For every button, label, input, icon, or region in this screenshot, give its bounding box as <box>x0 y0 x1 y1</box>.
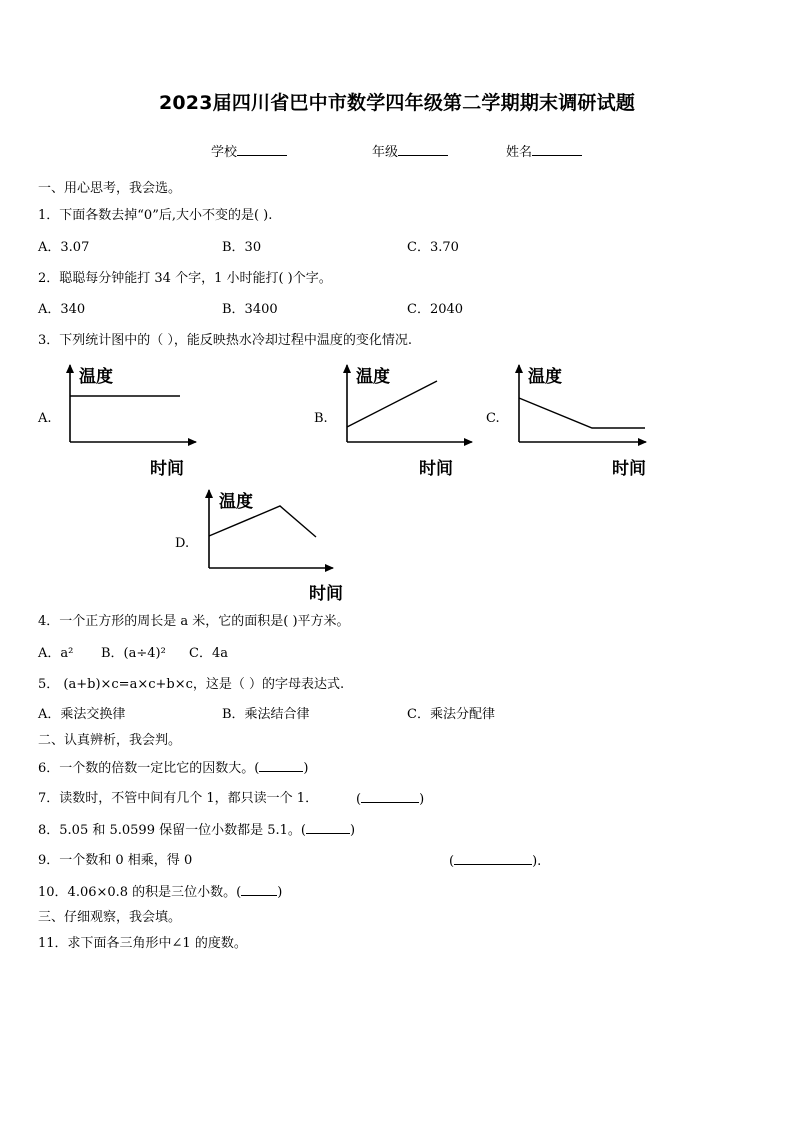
q9-close: ). <box>532 854 542 869</box>
graph-b-xlabel: 时间 <box>419 459 453 479</box>
q3-option-b-label[interactable]: B. <box>314 411 328 426</box>
section3-heading: 三、仔细观察，我会填。 <box>38 910 182 925</box>
q2-stem: 2．聪聪每分钟能打 34 个字，1 小时能打( )个字。 <box>38 271 332 286</box>
q2-option-a[interactable]: A．340 <box>38 302 86 317</box>
q10 <box>38 883 282 902</box>
graph-d-ylabel: 温度 <box>219 492 253 512</box>
graph-c <box>519 365 646 479</box>
graph-b <box>347 365 472 479</box>
q2-option-c[interactable]: C．2040 <box>407 302 464 317</box>
q4-option-a[interactable]: A．a² <box>38 646 74 661</box>
graph-c-xlabel: 时间 <box>612 459 646 479</box>
school-label: 学校 <box>211 145 238 160</box>
q9-answer-blank[interactable] <box>454 852 532 865</box>
graph-b-line <box>347 381 437 427</box>
q7-answer <box>356 790 424 809</box>
q9-stem: 9．一个数和 0 相乘，得 0 <box>38 853 193 868</box>
q7-close: ) <box>419 792 425 807</box>
q6-close: ) <box>303 761 309 776</box>
graph-d <box>209 490 343 604</box>
q3-option-d-label[interactable]: D. <box>175 536 190 551</box>
q1-option-b[interactable]: B．30 <box>222 240 262 255</box>
q8-stem: 8．5.05 和 5.0599 保留一位小数都是 5.1。( <box>38 823 306 838</box>
q7-open: ( <box>356 792 362 807</box>
q3-option-c-label[interactable]: C. <box>486 411 500 426</box>
q7-stem: 7．读数时，不管中间有几个 1，都只读一个 1． <box>38 791 319 806</box>
q3-option-a-label[interactable]: A. <box>38 411 52 426</box>
q4-option-b[interactable]: B．(a÷4)² <box>101 646 166 661</box>
q3-stem: 3．下列统计图中的（ ），能反映热水冷却过程中温度的变化情况. <box>38 333 413 348</box>
q4-option-c[interactable]: C．4a <box>189 646 228 661</box>
q8-answer-blank[interactable] <box>306 821 350 834</box>
graph-a-xlabel: 时间 <box>150 459 184 479</box>
q9-open: ( <box>449 854 455 869</box>
graph-a <box>70 365 196 479</box>
q6-answer-blank[interactable] <box>259 759 303 772</box>
q7-answer-blank[interactable] <box>361 790 419 803</box>
q5-stem: 5． (a+b)×c=a×c+b×c，这是（ ）的字母表达式. <box>38 677 345 692</box>
q2-option-b[interactable]: B．3400 <box>222 302 278 317</box>
q5-option-b[interactable]: B．乘法结合律 <box>222 707 310 722</box>
q4-stem: 4．一个正方形的周长是 a 米，它的面积是( )平方米。 <box>38 614 350 629</box>
section1-heading: 一、用心思考，我会选。 <box>38 181 182 196</box>
page-title: 2023届四川省巴中市数学四年级第二学期期末调研试题 <box>158 92 636 114</box>
q6-stem: 6．一个数的倍数一定比它的因数大。( <box>38 761 260 776</box>
q7 <box>38 790 318 808</box>
graph-d-xlabel: 时间 <box>309 584 343 604</box>
q1-option-a[interactable]: A．3.07 <box>38 240 90 255</box>
q1-stem: 1．下面各数去掉“0”后,大小不变的是( ). <box>38 208 273 223</box>
q10-answer-blank[interactable] <box>241 883 277 896</box>
q8 <box>38 821 355 840</box>
graph-c-ylabel: 温度 <box>528 367 562 387</box>
q5-option-a[interactable]: A．乘法交换律 <box>38 707 126 722</box>
name-label: 姓名 <box>506 145 533 160</box>
q5-option-c[interactable]: C．乘法分配律 <box>407 707 495 722</box>
q9 <box>38 852 192 870</box>
graph-c-line <box>519 398 645 428</box>
q9-answer <box>449 852 541 871</box>
q10-close: ) <box>277 885 283 900</box>
q1-option-c[interactable]: C．3.70 <box>407 240 459 255</box>
grade-label: 年级 <box>372 145 399 160</box>
section2-heading: 二、认真辨析，我会判。 <box>38 733 182 748</box>
graph-b-ylabel: 温度 <box>356 367 390 387</box>
graph-a-ylabel: 温度 <box>79 367 113 387</box>
q10-stem: 10．4.06×0.8 的积是三位小数。( <box>38 885 242 900</box>
q6 <box>38 759 308 778</box>
q11-stem: 11．求下面各三角形中∠1 的度数。 <box>38 936 247 951</box>
q8-close: ) <box>349 823 356 838</box>
